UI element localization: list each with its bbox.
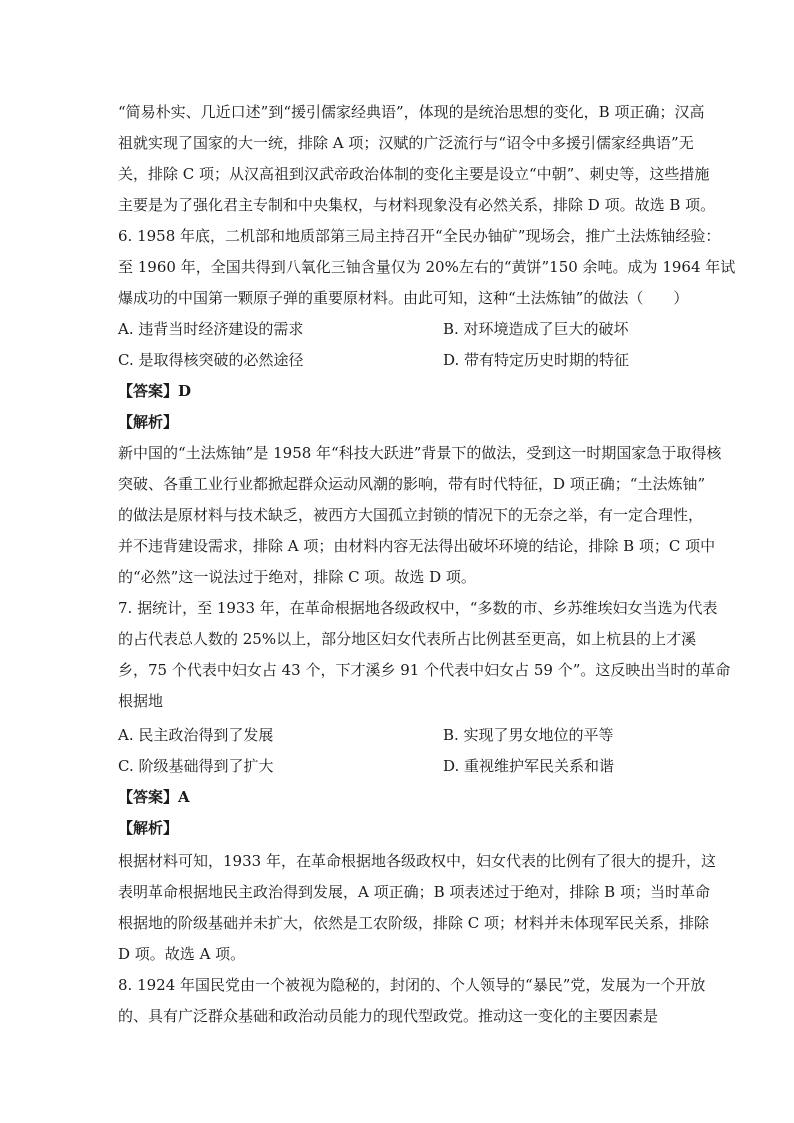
q7-analysis-line-2: 表明革命根据地民主政治得到发展，A 项正确；B 项表述过于绝对，排除 B 项；当时革命 xyxy=(118,883,710,901)
q8-stem-line-2: 的、具有广泛群众基础和政治动员能力的现代型政党。推动这一变化的主要因素是 xyxy=(118,1007,659,1025)
q7-stem-line-2: 的占代表总人数的 25%以上，部分地区妇女代表所占比例甚至更高，如上杭县的上才溪 xyxy=(118,630,697,648)
q6-option-c: C. 是取得核突破的必然途径 xyxy=(118,351,304,369)
q6-analysis-line-4: 并不违背建设需求，排除 A 项；由材料内容无法得出破坏环境的结论，排除 B 项；C 项中 xyxy=(118,537,716,555)
q7-stem-line-3: 乡，75 个代表中妇女占 43 个，下才溪乡 91 个代表中妇女占 59 个”。这反映出当时的革命 xyxy=(118,661,731,679)
q6-option-a: A. 违背当时经济建设的需求 xyxy=(118,320,304,338)
q6-option-b: B. 对环境造成了巨大的破坏 xyxy=(443,320,629,338)
q7-option-c: C. 阶级基础得到了扩大 xyxy=(118,757,274,775)
q7-analysis-line-1: 根据材料可知，1933 年，在革命根据地各级政权中，妇女代表的比例有了很大的提升，这 xyxy=(118,852,716,870)
prev-analysis-line-1: “简易朴实、几近口述”到“援引儒家经典语”，体现的是统治思想的变化，B 项正确；汉高 xyxy=(118,103,705,121)
q7-answer: 【答案】A xyxy=(118,788,190,806)
q6-answer: 【答案】D xyxy=(118,382,192,400)
q6-analysis-line-5: 的“必然”这一说法过于绝对，排除 C 项。故选 D 项。 xyxy=(118,568,476,586)
q6-stem-line-2: 至 1960 年，全国共得到八氧化三铀含量仅为 20%左右的“黄饼”150 余吨。成为 1964 年试 xyxy=(118,258,736,276)
q6-stem-line-1: 6. 1958 年底，二机部和地质部第三局主持召开“全民办铀矿”现场会，推广土法炼铀经验： xyxy=(118,227,721,245)
q6-option-d: D. 带有特定历史时期的特征 xyxy=(443,351,630,369)
q6-analysis-line-2: 突破、各重工业行业都掀起群众运动风潮的影响，带有时代特征，D 项正确；“土法炼铀” xyxy=(118,475,706,493)
q7-option-d: D. 重视维护军民关系和谐 xyxy=(443,757,615,775)
q6-analysis-label: 【解析】 xyxy=(118,413,179,431)
prev-analysis-line-2: 祖就实现了国家的大一统，排除 A 项；汉赋的广泛流行与“诏令中多援引儒家经典语”无 xyxy=(118,134,694,152)
prev-analysis-line-4: 主要是为了强化君主专制和中央集权，与材料现象没有必然关系，排除 D 项。故选 B 项。 xyxy=(118,196,716,214)
q6-analysis-line-3: 的做法是原材料与技术缺乏，被西方大国孤立封锁的情况下的无奈之举，有一定合理性， xyxy=(118,506,704,524)
q7-option-b: B. 实现了男女地位的平等 xyxy=(443,726,614,744)
q7-stem-line-1: 7. 据统计，至 1933 年，在革命根据地各级政权中，“多数的市、乡苏维埃妇女当选为代表 xyxy=(118,599,718,617)
q7-analysis-line-3: 根据地的阶级基础并未扩大，依然是工农阶级，排除 C 项；材料并未体现军民关系，排除 xyxy=(118,914,710,932)
q6-stem-line-3: 爆成功的中国第一颗原子弹的重要原材料。由此可知，这种“土法炼铀”的做法（ ） xyxy=(118,289,689,307)
prev-analysis-line-3: 关，排除 C 项；从汉高祖到汉武帝政治体制的变化主要是设立“中朝”、刺史等，这些措施 xyxy=(118,165,710,183)
q6-analysis-line-1: 新中国的“土法炼铀”是 1958 年“科技大跃进”背景下的做法，受到这一时期国家急于取得核 xyxy=(118,444,722,462)
q8-stem-line-1: 8. 1924 年国民党由一个被视为隐秘的，封闭的、个人领导的“暴民”党，发展为一个开放 xyxy=(118,976,706,994)
q7-option-a: A. 民主政治得到了发展 xyxy=(118,726,274,744)
q7-analysis-label: 【解析】 xyxy=(118,819,179,837)
q7-stem-line-4: 根据地 xyxy=(118,692,164,710)
q7-analysis-line-4: D 项。故选 A 项。 xyxy=(118,945,246,963)
